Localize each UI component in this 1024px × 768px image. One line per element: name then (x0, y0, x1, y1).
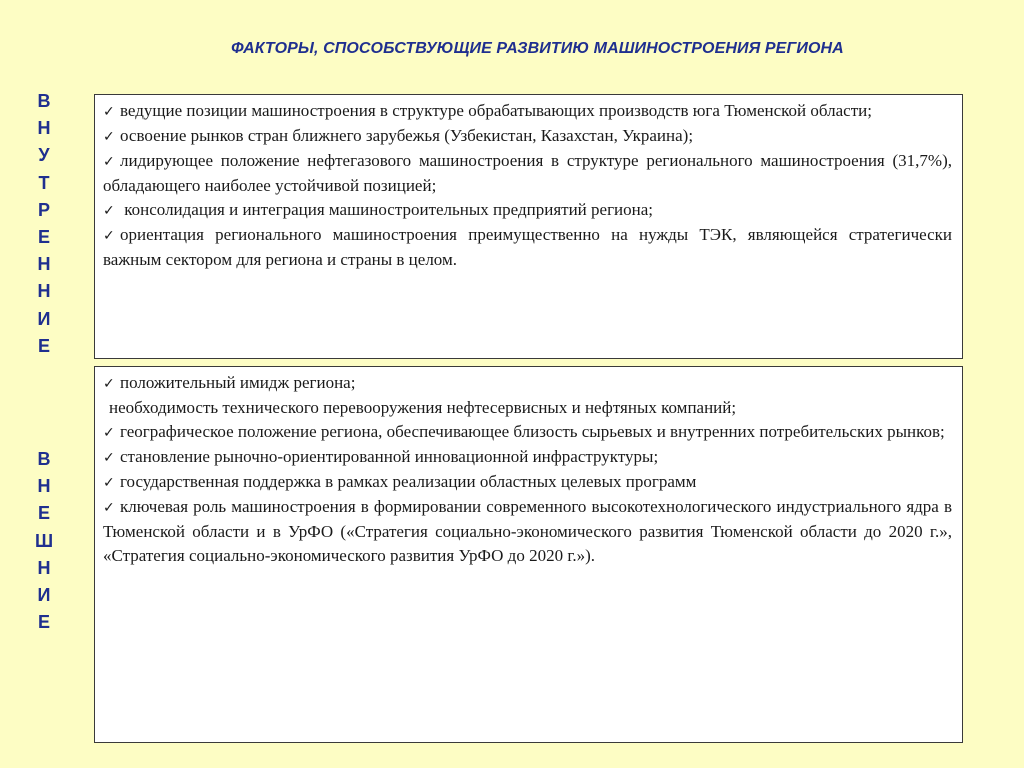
item-text: ведущие позиции машиностроения в структуре обрабатывающих производств юга Тюменской области; (120, 101, 872, 120)
item-text: ориентация регионального машиностроения преимущественно на нужды ТЭК, являющейся стратегически важным сектором для региона и страны в целом. (103, 225, 952, 269)
list-item (103, 371, 952, 396)
item-text: становление рыночно-ориентированной инновационной инфраструктуры; (120, 447, 659, 466)
item-text: консолидация и интеграция машиностроительных предприятий региона; (120, 200, 654, 219)
label-letter: Н (37, 281, 51, 302)
label-letter: Н (37, 118, 51, 139)
label-letter: Ш (34, 530, 54, 551)
label-letter: Е (37, 335, 50, 356)
checkmark-icon: ✓ (103, 376, 115, 392)
label-letter: И (37, 308, 51, 329)
internal-vertical-label (26, 88, 62, 360)
checkmark-icon: ✓ (103, 475, 115, 491)
label-letter: Н (37, 476, 51, 497)
label-letter: Е (37, 503, 50, 524)
checkmark-icon: ✓ (103, 425, 115, 441)
list-item (103, 149, 952, 198)
list-item (103, 396, 952, 420)
external-vertical-label (26, 446, 62, 636)
label-letter: В (37, 449, 51, 469)
label-letter: У (38, 145, 50, 166)
label-letter: В (37, 91, 51, 111)
label-letter: И (37, 585, 51, 606)
item-text: положительный имидж региона; (120, 373, 356, 392)
checkmark-icon: ✓ (103, 450, 115, 466)
checkmark-icon: ✓ (103, 228, 115, 244)
internal-factors-box (94, 94, 963, 359)
item-text: необходимость технического перевооружения нефтесервисных и нефтяных компаний; (109, 398, 737, 417)
external-factors-box (94, 366, 963, 743)
list-item (103, 124, 952, 149)
checkmark-icon: ✓ (103, 129, 115, 145)
list-item (103, 445, 952, 470)
item-text: ключевая роль машиностроения в формировании современного высокотехнологического индустриального ядра в Тюменской области и в УрФО («Стратегия социально-экономического развития Тюменской области до 2020 г.», «Стратегия социально-экономического развития УрФО до 2020 г.»). (103, 497, 952, 565)
label-letter: Н (37, 557, 51, 578)
list-item (103, 470, 952, 495)
item-text: государственная поддержка в рамках реализации областных целевых программ (120, 472, 697, 491)
item-text: освоение рынков стран ближнего зарубежья (Узбекистан, Казахстан, Украина); (120, 126, 694, 145)
list-item (103, 495, 952, 568)
label-letter: Е (37, 227, 50, 248)
label-letter: Р (37, 199, 50, 220)
checkmark-icon: ✓ (103, 104, 115, 120)
label-letter: Т (38, 172, 50, 193)
list-item (103, 420, 952, 445)
item-text: лидирующее положение нефтегазового машиностроения в структуре регионального машиностроения (31,7%), обладающего наиболее устойчивой позицией; (103, 151, 952, 195)
list-item (103, 223, 952, 272)
checkmark-icon: ✓ (103, 154, 115, 170)
checkmark-icon: ✓ (103, 500, 115, 516)
label-letter: Н (37, 254, 51, 275)
label-letter: Е (37, 612, 50, 633)
slide-title: ФАКТОРЫ, СПОСОБСТВУЮЩИЕ РАЗВИТИЮ МАШИНОСТРОЕНИЯ РЕГИОНА (231, 40, 844, 57)
item-text: географическое положение региона, обеспечивающее близость сырьевых и внутренних потребительских рынков; (120, 422, 945, 441)
list-item (103, 198, 952, 223)
list-item (103, 99, 952, 124)
checkmark-icon: ✓ (103, 203, 115, 219)
